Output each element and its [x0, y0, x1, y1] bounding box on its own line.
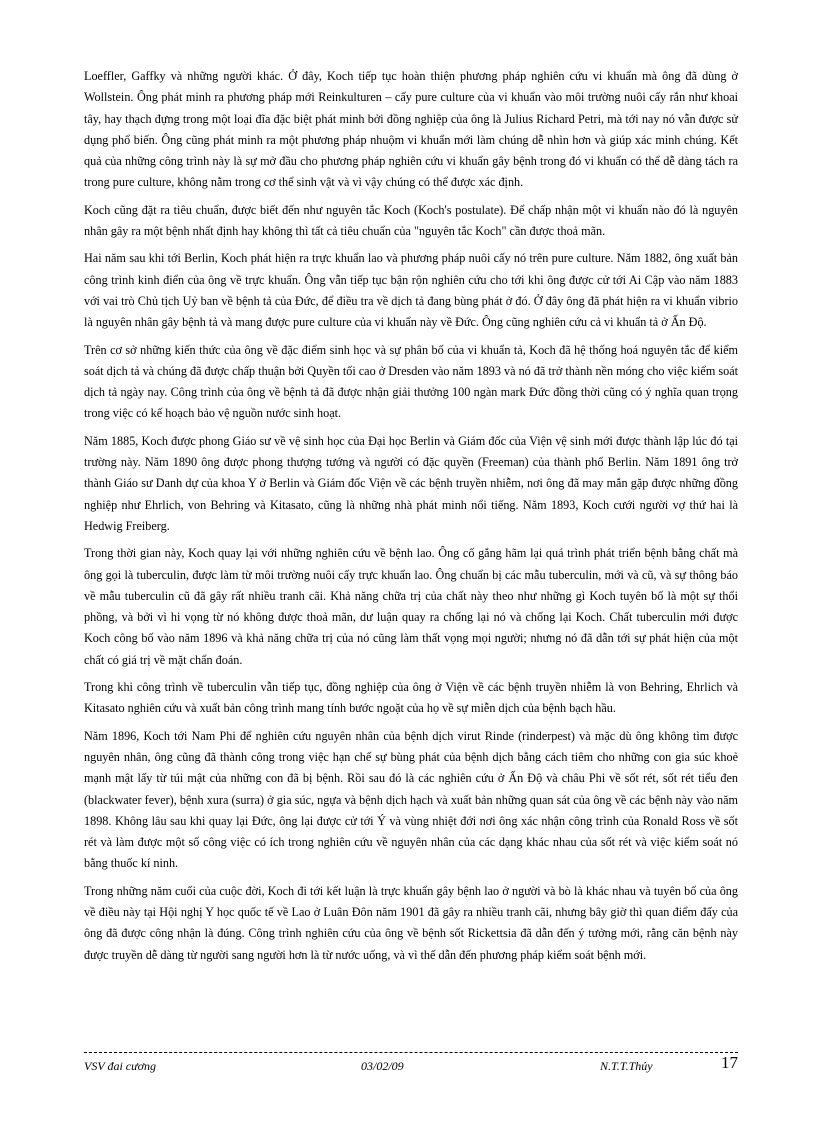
- paragraph: Trong những năm cuối của cuộc đời, Koch đi tới kết luận là trực khuẩn gây bệnh lao ở người và bò là khác nhau và tuyên bố của ông về điều này tại Hội nghị Y học quốc tế về Lao ở Luân Đôn năm 1901 đã gây ra nhiều tranh cãi, nhưng bây giờ thì quan điểm đấy của ông đã được công nhận là đúng. Công trình nghiên cứu của ông về bệnh sốt Rickettsia đã dẫn đến ý tưởng mới, rằng căn bệnh này được truyền dễ dàng từ người sang người hơn là từ nước uống, và vì thế dẫn đến phương pháp kiểm soát bệnh mới.: [84, 883, 738, 962]
- paragraph: Trong khi công trình về tuberculin vẫn tiếp tục, đồng nghiệp của ông ở Viện về các bệnh truyền nhiễm là von Behring, Ehrlich và Kitasato nghiên cứu và xuất bản công trình mang tính bước ngoặt của họ về sự miễn dịch của bệnh bạch hầu.: [84, 680, 738, 716]
- footer-row: [84, 1053, 738, 1077]
- page-number: 17: [721, 1053, 738, 1072]
- paragraph: Trên cơ sở những kiến thức của ông về đặc điểm sinh học và sự phân bố của vi khuẩn tả, Koch đã hệ thống hoá nguyên tắc để kiểm soát dịch tả và chúng đã được chấp thuận bởi Quyền tối cao ở Dresden vào năm 1893 và nó đã trở thành nền móng cho việc kiểm soát dịch tả ngày nay. Công trình của ông về bệnh tả đã được nhận giải thưởng 100 ngàn mark Đức đồng thời cũng có ý nghĩa quan trọng trong việc có kế hoạch bảo vệ nguồn nước sinh hoạt.: [84, 342, 738, 421]
- footer-author: N.T.T.Thủy: [600, 1059, 653, 1073]
- paragraph: Năm 1896, Koch tới Nam Phi để nghiên cứu nguyên nhân của bệnh dịch virut Rinde (rinderpest) và mặc dù ông không tìm được nguyên nhân, ông cũng đã thành công trong việc hạn chế sự bùng phát của bệnh dịch bằng cách tiêm cho những con gia súc khoẻ mạnh mật lấy từ túi mật của những con đã bị bệnh. Rồi sau đó là các nghiên cứu ở Ấn Độ và châu Phi về sốt rét, sốt rét tiểu đen (blackwater fever), bệnh xura (surra) ở gia súc, ngựa và bệnh dịch hạch và xuất bản những quan sát của ông về các bệnh này vào năm 1898. Không lâu sau khi quay lại Đức, ông lại được cử tới Ý và vùng nhiệt đới nơi ông xác nhận công trình của Ronald Ross về sốt rét và làm được một số công việc có ích trong nghiên cứu về nguyên nhân của các dạng khác nhau của sốt rét và việc kiểm soát nó bằng thuốc kí ninh.: [84, 728, 738, 871]
- paragraph: Năm 1885, Koch được phong Giáo sư về vệ sinh học của Đại học Berlin và Giám đốc của Viện vệ sinh mới được thành lập lúc đó tại trường này. Năm 1890 ông được phong thượng tướng và người có đặc quyền (Freeman) của thành phố Berlin. Năm 1891 ông trở thành Giáo sư Danh dự của khoa Y ở Berlin và Giám đốc Viện về các bệnh truyền nhiễm, nơi ông đã may mắn gặp được những đồng nghiệp như Ehrlich, von Behring và Kitasato, cũng là những nhà phát minh nổi tiếng. Năm 1893, Koch cưới người vợ thứ hai là Hedwig Freiberg.: [84, 433, 738, 533]
- paragraph: Koch cũng đặt ra tiêu chuẩn, được biết đến như nguyên tắc Koch (Koch's postulate). Để chấp nhận một vi khuẩn nào đó là nguyên nhân gây ra một bệnh nhất định hay không thì tất cả tiêu chuẩn của "nguyên tắc Koch" cần được thoả mãn.: [84, 202, 738, 239]
- body-text: [84, 66, 738, 972]
- paragraph: Loeffler, Gaffky và những người khác. Ở đây, Koch tiếp tục hoàn thiện phương pháp nghiên cứu vi khuẩn mà ông đã dùng ở Wollstein. Ông phát minh ra phương pháp mới Reinkulturen – cấy pure culture của vi khuẩn vào môi trường nuôi cấy rắn như khoai tây, hay thạch đựng trong một loại đĩa đặc biệt phát minh bởi đồng nghiệp của ông là Julius Richard Petri, mà tới nay nó vẫn được sử dụng phổ biến. Ông cũng phát minh ra một phương pháp nhuộm vi khuẩn mới làm chúng dễ nhìn hơn và giúp xác minh chúng. Kết quả của những công trình này là sự mở đầu cho phương pháp nghiên cứu vi khuẩn gây bệnh trong đó vi khuẩn có thể dễ dàng tách ra trong pure culture, không nằm trong cơ thể sinh vật và vì vậy chúng có thể được xác định.: [84, 69, 738, 190]
- footer-date: 03/02/09: [361, 1059, 404, 1073]
- page-footer: [84, 1052, 738, 1077]
- paragraph: Hai năm sau khi tới Berlin, Koch phát hiện ra trực khuẩn lao và phương pháp nuôi cấy nó trên pure culture. Năm 1882, ông xuất bản công trình kinh điển của ông về trực khuẩn. Ông vẫn tiếp tục bận rộn nghiên cứu cho tới khi ông được cử tới Ai Cập vào năm 1883 với vai trò Chủ tịch Uỷ ban về bệnh tả của Đức, để điều tra về dịch tả đang bùng phát ở đó. Ở đây ông đã phát hiện ra vi khuẩn vibrio là nguyên nhân gây bệnh tả và mang được pure culture của vi khuẩn này về Đức. Ông cũng nghiên cứu cả vi khuẩn tả ở Ấn Độ.: [84, 251, 738, 330]
- paragraph: Trong thời gian này, Koch quay lại với những nghiên cứu về bệnh lao. Ông cố gắng hãm lại quá trình phát triển bệnh bằng chất mà ông gọi là tuberculin, được làm từ môi trường nuôi cấy trực khuẩn lao. Ông chuẩn bị các mẫu tuberculin, mới và cũ, và sự thông báo về mẫu tuberculin cũ đã gây rất nhiều tranh cãi. Khả năng chữa trị của chất này theo như những gì Koch tuyên bố là một sự thổi phồng, và bởi vì hi vọng từ nó không được thoả mãn, dư luận quay ra chống lại nó và chống lại Koch. Chất tuberculin mới được Koch công bố vào năm 1896 và khả năng chữa trị của nó cũng làm thất vọng mọi người; nhưng nó đã dẫn tới sự phát hiện của một chất có giá trị về mặt chẩn đoán.: [84, 546, 738, 667]
- footer-course-title: VSV đai cương: [84, 1059, 157, 1073]
